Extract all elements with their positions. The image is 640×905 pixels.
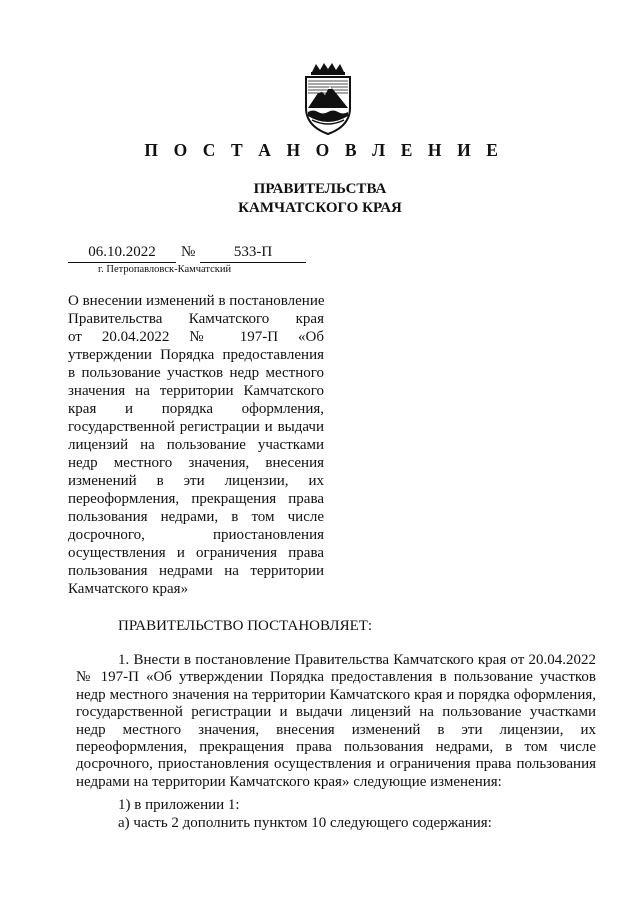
issuer-line-1: ПРАВИТЕЛЬСТВА xyxy=(253,181,387,197)
paragraph-line: досрочного, приостановления осуществления и ограничения права пользования xyxy=(76,756,596,773)
paragraph-line: переоформления, прекращения права пользования недрами, в том числе xyxy=(76,739,596,756)
kamchatka-coat-of-arms-icon xyxy=(298,62,358,136)
document-number: 533-П xyxy=(200,244,306,263)
number-sign: № xyxy=(181,244,196,260)
paragraph-line: 1. Внести в постановление Правительства Камчатского края от 20.04.2022 xyxy=(118,652,596,668)
paragraph-line: № 197-П «Об утверждении Порядка предоставления в пользование участков xyxy=(76,669,596,686)
subject-line: от 20.04.2022 № 197-П «Об xyxy=(68,329,324,345)
decree-heading: ПРАВИТЕЛЬСТВО ПОСТАНОВЛЯЕТ: xyxy=(118,618,373,634)
subject-line: края и порядка оформления, xyxy=(68,401,324,417)
paragraph-line: недр местного значения, внесения изменений в эти лицензии, их xyxy=(76,721,596,738)
document-date: 06.10.2022 xyxy=(68,244,176,263)
paragraph-line: недр местного значения на территории Камчатского края и порядка оформления, xyxy=(76,686,596,703)
subject-line: в пользование участков недр местного xyxy=(68,365,324,381)
subject-line: изменений в эти лицензии, их xyxy=(68,473,324,489)
issuer-name xyxy=(0,180,640,218)
paragraph-line: государственной регистрации и выдачи лицензий на пользование участками xyxy=(76,704,596,721)
document-subject xyxy=(68,292,324,598)
subject-line: Камчатского края» xyxy=(68,581,189,597)
subitem-a: а) часть 2 дополнить пунктом 10 следующего содержания: xyxy=(118,815,492,831)
document-title: П О С Т А Н О В Л Е Н И Е xyxy=(144,140,504,160)
subject-line: недр местного значения, внесения xyxy=(68,455,324,471)
subject-line: утверждении Порядка предоставления xyxy=(68,347,324,363)
subject-line: переоформления, прекращения права xyxy=(68,491,324,507)
document-city: г. Петропавловск-Камчатский xyxy=(98,264,232,275)
subject-line: значения на территории Камчатского xyxy=(68,383,324,399)
paragraph-line: недрами на территории Камчатского края» следующие изменения: xyxy=(76,773,502,790)
subitem-1: 1) в приложении 1: xyxy=(118,797,240,813)
subject-line: Правительства Камчатского края xyxy=(68,311,324,327)
subject-line: лицензий на пользование участками xyxy=(68,437,324,453)
subject-line: досрочного, приостановления xyxy=(68,527,324,543)
date-number-line xyxy=(0,244,640,266)
subject-line: государственной регистрации и выдачи xyxy=(68,419,324,435)
issuer-line-2: КАМЧАТСКОГО КРАЯ xyxy=(238,200,402,216)
subject-line: пользования недрами на территории xyxy=(68,563,324,579)
paragraph-1 xyxy=(76,652,596,791)
subject-line: пользования недрами, в том числе xyxy=(68,509,324,525)
subject-line: О внесении изменений в постановление xyxy=(68,293,325,309)
subject-line: осуществления и ограничения права xyxy=(68,545,324,561)
